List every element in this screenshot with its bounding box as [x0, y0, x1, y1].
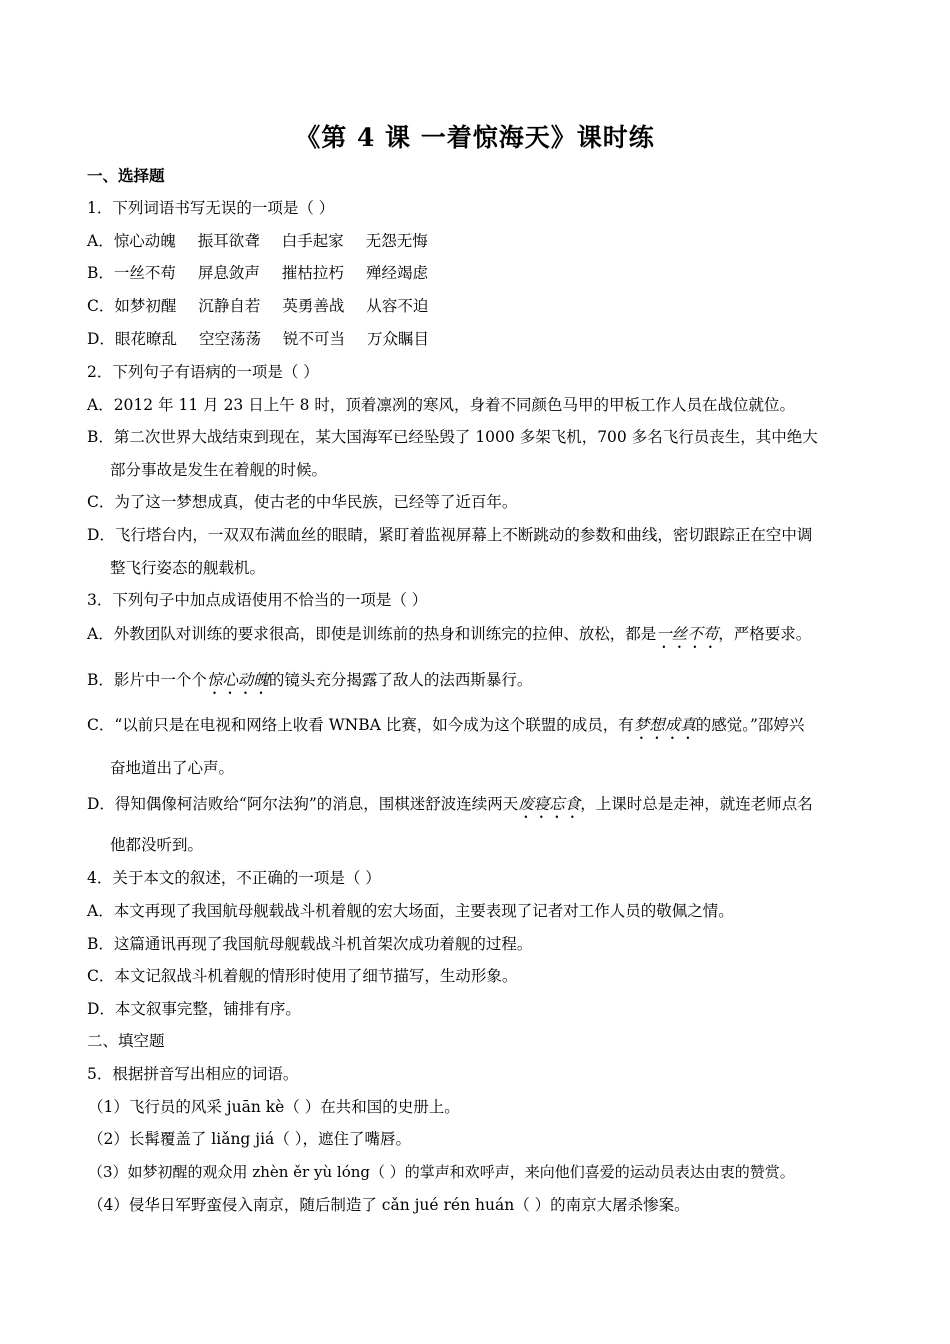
page-title: 《第 4 课 一着惊海天》课时练 — [295, 123, 655, 152]
q3-option-a — [87, 624, 890, 652]
q3-option-d — [87, 794, 890, 822]
q2-option-d: D．飞行塔台内，一双双布满血丝的眼睛，紧盯着监视屏幕上不断跳动的参数和曲线，密切跟踪正在空中调 — [87, 526, 813, 544]
dotted-idiom: 梦想成真 — [633, 716, 696, 734]
q5-stem: 5．根据拼音写出相应的词语。 — [87, 1065, 299, 1083]
option-label: C． — [87, 297, 115, 315]
q5-item-4: （4）侵华日军野蛮侵入南京，随后制造了 cǎn jué rén huán（ ）的南京大屠杀惨案。 — [88, 1196, 690, 1214]
q3-stem: 3．下列句子中加点成语使用不恰当的一项是（ ） — [87, 591, 428, 609]
q1-option-d — [87, 329, 890, 349]
option-label: A． — [87, 232, 114, 250]
section-choice-heading: 一、选择题 — [87, 166, 165, 185]
q2-stem: 2．下列句子有语病的一项是（ ） — [87, 363, 319, 381]
text: A．外教团队对训练的要求很高，即使是训练前的热身和训练完的拉伸、放松，都是 — [87, 625, 657, 643]
q4-option-d: D．本文叙事完整，铺排有序。 — [87, 1000, 301, 1018]
q4-option-a: A．本文再现了我国航母舰载战斗机着舰的宏大场面，主要表现了记者对工作人员的敬佩之情。 — [87, 902, 734, 920]
text: 的感觉。”邵婷兴 — [695, 716, 805, 734]
q2-option-b: B．第二次世界大战结束到现在，某大国海军已经坠毁了 1000 多架飞机，700 多名飞行员丧生，其中绝大 — [87, 428, 818, 446]
q3-option-d-cont: 他都没听到。 — [110, 836, 204, 854]
q5-item-1: （1）飞行员的风采 juān kè（ ）在共和国的史册上。 — [88, 1098, 460, 1116]
text: C．“以前只是在电视和网络上收看 WNBA 比赛，如今成为这个联盟的成员，有 — [87, 716, 634, 734]
text: B．影片中一个个 — [87, 671, 207, 689]
text: 的镜头充分揭露了敌人的法西斯暴行。 — [268, 671, 533, 689]
q2-option-b-cont: 部分事故是发生在着舰的时候。 — [110, 461, 328, 479]
dotted-idiom: 废寝忘食 — [518, 795, 581, 813]
option-word: 英勇善战 — [282, 297, 345, 315]
q2-option-c: C．为了这一梦想成真，使古老的中华民族，已经等了近百年。 — [87, 493, 518, 511]
option-label: B． — [87, 264, 114, 282]
option-word: 沉静自若 — [198, 297, 261, 315]
text: D．得知偶像柯洁败给“阿尔法狗”的消息，围棋迷舒波连续两天 — [87, 795, 519, 813]
option-word: 摧枯拉朽 — [281, 264, 344, 282]
option-word: 从容不迫 — [366, 297, 429, 315]
q1-stem: 1．下列词语书写无误的一项是（ ） — [87, 199, 335, 217]
section-fill-heading: 二、填空题 — [87, 1032, 165, 1050]
option-label: D． — [87, 330, 115, 348]
q4-stem: 4．关于本文的叙述，不正确的一项是（ ） — [87, 869, 381, 887]
dotted-idiom: 一丝不苟 — [656, 625, 719, 643]
q3-option-b — [87, 670, 890, 698]
option-word: 空空荡荡 — [198, 330, 261, 348]
option-word: 锐不可当 — [282, 330, 345, 348]
option-word: 白手起家 — [281, 232, 344, 250]
option-word: 万众瞩目 — [366, 330, 429, 348]
q3-option-c — [87, 715, 890, 743]
q4-option-b: B．这篇通讯再现了我国航母舰载战斗机首架次成功着舰的过程。 — [87, 935, 533, 953]
q3-option-c-cont: 奋地道出了心声。 — [110, 759, 235, 777]
q2-option-a: A．2012 年 11 月 23 日上午 8 时，顶着凛冽的寒风，身着不同颜色马甲的甲板工作人员在战位就位。 — [87, 396, 795, 414]
option-word: 无怨无悔 — [365, 232, 428, 250]
option-word: 眼花暸乱 — [114, 330, 177, 348]
text: ，严格要求。 — [718, 625, 812, 643]
q4-option-c: C．本文记叙战斗机着舰的情形时使用了细节描写，生动形象。 — [87, 967, 518, 985]
option-word: 如梦初醒 — [114, 297, 177, 315]
option-word: 屏息敛声 — [197, 264, 260, 282]
option-word: 一丝不苟 — [113, 264, 176, 282]
dotted-idiom: 惊心动魄 — [206, 671, 269, 689]
q1-option-c — [87, 296, 890, 316]
q1-option-b — [87, 263, 890, 283]
text: ，上课时总是走神，就连老师点名 — [580, 795, 813, 813]
q2-option-d-cont: 整飞行姿态的舰载机。 — [110, 559, 266, 577]
q1-option-a — [87, 231, 890, 251]
q5-item-3: （3）如梦初醒的观众用 zhèn ěr yù lóng（ ）的掌声和欢呼声，来向他们喜爱的运动员表达由衷的赞赏。 — [88, 1163, 795, 1181]
option-word: 惊心动魄 — [113, 232, 176, 250]
q5-item-2: （2）长髯覆盖了 liǎng jiá（ ），遮住了嘴唇。 — [88, 1130, 411, 1148]
option-word: 振耳欲聋 — [197, 232, 260, 250]
option-word: 殚经竭虑 — [365, 264, 428, 282]
